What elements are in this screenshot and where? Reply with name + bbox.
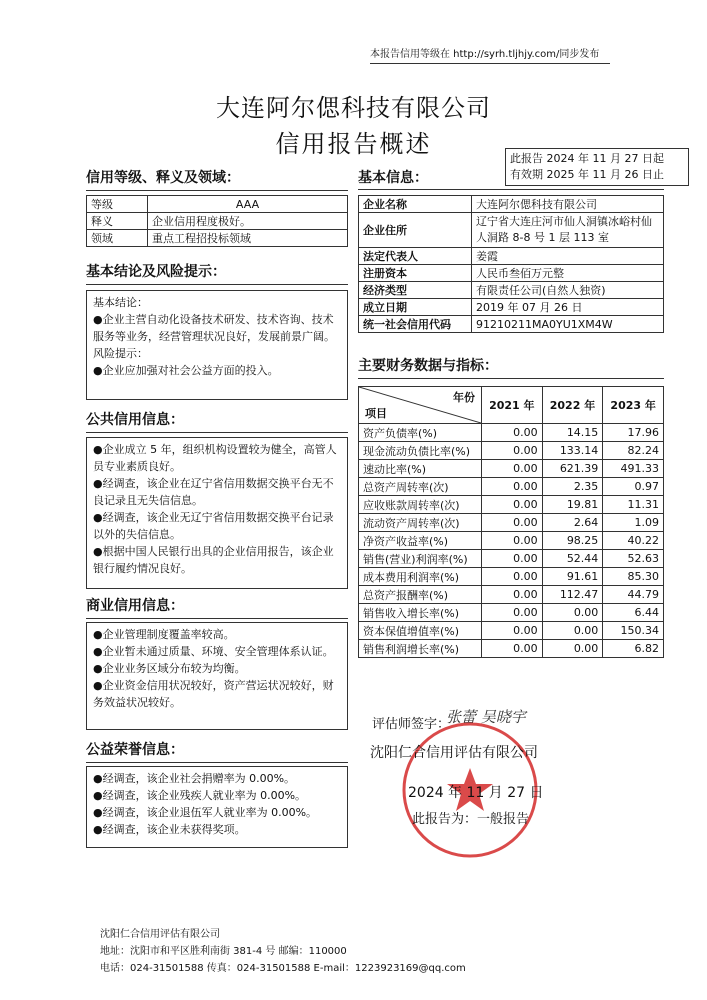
validity-start: 此报告 2024 年 11 月 27 日起 bbox=[510, 152, 664, 165]
section-financial: 主要财务数据与指标： bbox=[358, 356, 664, 379]
rating-label: 释义 bbox=[87, 213, 148, 230]
financial-value: 0.00 bbox=[482, 532, 543, 550]
basic-value: 辽宁省大连庄河市仙人洞镇冰峪村仙人洞路 8-8 号 1 层 113 室 bbox=[472, 213, 664, 248]
basic-value: 2019 年 07 月 26 日 bbox=[472, 299, 664, 316]
basic-label: 企业住所 bbox=[359, 213, 472, 248]
financial-value: 0.00 bbox=[482, 640, 543, 658]
agency-name: 沈阳仁合信用评估有限公司 bbox=[370, 745, 538, 761]
signature-label: 评估师签字： bbox=[372, 717, 451, 732]
year-header: 2023 年 bbox=[603, 387, 664, 424]
risk-label: 风险提示： bbox=[93, 347, 148, 360]
list-item: ●企业业务区域分布较为均衡。 bbox=[93, 662, 246, 675]
list-item: ●根据中国人民银行出具的企业信用报告，该企业银行履约情况良好。 bbox=[93, 545, 334, 575]
rating-row bbox=[87, 230, 348, 247]
report-title: 信用报告概述 bbox=[275, 130, 432, 158]
honor-box bbox=[86, 766, 348, 848]
footer-company: 沈阳仁合信用评估有限公司 bbox=[100, 929, 220, 940]
financial-item: 资产负债率(%) bbox=[359, 424, 482, 442]
table-row bbox=[359, 442, 664, 460]
signature-names: 张蕾 吴晓宇 bbox=[446, 708, 526, 726]
basic-row bbox=[359, 316, 664, 333]
report-date: 2024 年 11 月 27 日 bbox=[408, 785, 544, 801]
header-item-label: 项目 bbox=[365, 407, 387, 420]
basic-label: 注册资本 bbox=[359, 265, 472, 282]
list-item: ●经调查，该企业退伍军人就业率为 0.00%。 bbox=[93, 806, 318, 819]
list-item: ●企业资金信用状况较好，资产营运状况较好，财务效益状况较好。 bbox=[93, 679, 334, 709]
financial-value: 0.00 bbox=[482, 460, 543, 478]
rating-row bbox=[87, 196, 348, 213]
report-type: 此报告为：一般报告 bbox=[412, 812, 530, 827]
basic-value: 91210211MA0YU1XM4W bbox=[472, 316, 664, 333]
section-basic-info: 基本信息： bbox=[358, 170, 428, 186]
rating-value: AAA bbox=[148, 196, 348, 213]
financial-value: 1.09 bbox=[603, 514, 664, 532]
footer bbox=[100, 926, 466, 977]
financial-value: 621.39 bbox=[542, 460, 603, 478]
basic-value: 有限责任公司(自然人独资) bbox=[472, 282, 664, 299]
list-item: ●经调查，该企业在辽宁省信用数据交换平台无不良记录且无失信信息。 bbox=[93, 477, 334, 507]
financial-table bbox=[358, 386, 664, 658]
financial-item: 现金流动负债比率(%) bbox=[359, 442, 482, 460]
company-title: 大连阿尔偲科技有限公司 bbox=[216, 94, 491, 122]
financial-value: 2.35 bbox=[542, 478, 603, 496]
rating-label: 领域 bbox=[87, 230, 148, 247]
financial-item: 速动比率(%) bbox=[359, 460, 482, 478]
financial-item: 销售(营业)利润率(%) bbox=[359, 550, 482, 568]
rating-table bbox=[86, 195, 348, 247]
top-note: 本报告信用等级在 http://syrh.tljhjy.com/同步发布 bbox=[370, 48, 610, 64]
section-conclusion: 基本结论及风险提示： bbox=[86, 262, 348, 285]
financial-item: 销售收入增长率(%) bbox=[359, 604, 482, 622]
basic-label: 经济类型 bbox=[359, 282, 472, 299]
basic-row bbox=[359, 282, 664, 299]
header-corner bbox=[359, 387, 482, 424]
financial-value: 112.47 bbox=[542, 586, 603, 604]
financial-value: 0.00 bbox=[482, 496, 543, 514]
list-item: ●经调查，该企业社会捐赠率为 0.00%。 bbox=[93, 772, 296, 785]
basic-conclusion-text: ●企业主营自动化设备技术研发、技术咨询、技术服务等业务，经营管理状况良好，发展前景广阔。 bbox=[93, 313, 335, 343]
financial-value: 0.00 bbox=[482, 442, 543, 460]
financial-value: 52.63 bbox=[603, 550, 664, 568]
list-item: ●经调查，该企业无辽宁省信用数据交换平台记录以外的失信信息。 bbox=[93, 511, 334, 541]
year-header: 2021 年 bbox=[482, 387, 543, 424]
financial-value: 52.44 bbox=[542, 550, 603, 568]
financial-value: 82.24 bbox=[603, 442, 664, 460]
financial-item: 总资产报酬率(%) bbox=[359, 586, 482, 604]
public-credit-box bbox=[86, 437, 348, 589]
financial-value: 40.22 bbox=[603, 532, 664, 550]
financial-value: 0.97 bbox=[603, 478, 664, 496]
basic-label: 统一社会信用代码 bbox=[359, 316, 472, 333]
footer-address: 地址：沈阳市和平区胜利南街 381-4 号 邮编：110000 bbox=[100, 946, 347, 957]
financial-value: 0.00 bbox=[482, 550, 543, 568]
header-year-label: 年份 bbox=[453, 391, 475, 404]
conclusion-box bbox=[86, 290, 348, 400]
list-item: ●企业管理制度覆盖率较高。 bbox=[93, 628, 235, 641]
year-header: 2022 年 bbox=[542, 387, 603, 424]
section-business-credit: 商业信用信息： bbox=[86, 596, 348, 619]
financial-item: 流动资产周转率(次) bbox=[359, 514, 482, 532]
basic-conclusion-label: 基本结论： bbox=[93, 296, 148, 309]
financial-value: 0.00 bbox=[482, 478, 543, 496]
table-row bbox=[359, 496, 664, 514]
table-row bbox=[359, 514, 664, 532]
financial-value: 91.61 bbox=[542, 568, 603, 586]
risk-text: ●企业应加强对社会公益方面的投入。 bbox=[93, 364, 279, 377]
basic-info-table bbox=[358, 195, 664, 333]
financial-value: 44.79 bbox=[603, 586, 664, 604]
financial-value: 19.81 bbox=[542, 496, 603, 514]
list-item: ●经调查，该企业未获得奖项。 bbox=[93, 823, 246, 836]
financial-value: 98.25 bbox=[542, 532, 603, 550]
basic-value: 人民币叁佰万元整 bbox=[472, 265, 664, 282]
table-row bbox=[359, 424, 664, 442]
financial-item: 净资产收益率(%) bbox=[359, 532, 482, 550]
table-row bbox=[359, 478, 664, 496]
financial-value: 85.30 bbox=[603, 568, 664, 586]
basic-row bbox=[359, 196, 664, 213]
financial-value: 0.00 bbox=[482, 604, 543, 622]
basic-value: 大连阿尔偲科技有限公司 bbox=[472, 196, 664, 213]
basic-label: 法定代表人 bbox=[359, 248, 472, 265]
table-row bbox=[359, 460, 664, 478]
section-honor: 公益荣誉信息： bbox=[86, 740, 348, 763]
table-row bbox=[359, 550, 664, 568]
financial-item: 成本费用利润率(%) bbox=[359, 568, 482, 586]
table-row bbox=[359, 568, 664, 586]
financial-value: 2.64 bbox=[542, 514, 603, 532]
financial-header bbox=[359, 387, 664, 424]
table-row bbox=[359, 586, 664, 604]
financial-value: 0.00 bbox=[482, 424, 543, 442]
financial-value: 0.00 bbox=[482, 514, 543, 532]
financial-value: 0.00 bbox=[542, 640, 603, 658]
financial-value: 0.00 bbox=[482, 622, 543, 640]
financial-value: 6.82 bbox=[603, 640, 664, 658]
validity-box bbox=[505, 148, 689, 186]
financial-value: 0.00 bbox=[542, 622, 603, 640]
list-item: ●企业成立 5 年，组织机构设置较为健全，高管人员专业素质良好。 bbox=[93, 443, 337, 473]
financial-value: 0.00 bbox=[542, 604, 603, 622]
list-item: ●经调查，该企业残疾人就业率为 0.00%。 bbox=[93, 789, 307, 802]
financial-value: 14.15 bbox=[542, 424, 603, 442]
financial-value: 491.33 bbox=[603, 460, 664, 478]
list-item: ●企业暂未通过质量、环境、安全管理体系认证。 bbox=[93, 645, 334, 658]
financial-value: 0.00 bbox=[482, 586, 543, 604]
basic-row bbox=[359, 213, 664, 248]
section-rating: 信用等级、释义及领域： bbox=[86, 168, 348, 191]
rating-value: 重点工程招投标领域 bbox=[148, 230, 348, 247]
financial-value: 11.31 bbox=[603, 496, 664, 514]
financial-item: 应收账款周转率(次) bbox=[359, 496, 482, 514]
table-row bbox=[359, 532, 664, 550]
financial-value: 17.96 bbox=[603, 424, 664, 442]
financial-item: 资本保值增值率(%) bbox=[359, 622, 482, 640]
financial-value: 6.44 bbox=[603, 604, 664, 622]
basic-row bbox=[359, 248, 664, 265]
table-row bbox=[359, 604, 664, 622]
financial-value: 150.34 bbox=[603, 622, 664, 640]
basic-label: 企业名称 bbox=[359, 196, 472, 213]
financial-item: 总资产周转率(次) bbox=[359, 478, 482, 496]
table-row bbox=[359, 622, 664, 640]
financial-value: 133.14 bbox=[542, 442, 603, 460]
basic-value: 姜霞 bbox=[472, 248, 664, 265]
rating-row bbox=[87, 213, 348, 230]
rating-value: 企业信用程度极好。 bbox=[148, 213, 348, 230]
rating-label: 等级 bbox=[87, 196, 148, 213]
basic-row bbox=[359, 265, 664, 282]
financial-item: 销售利润增长率(%) bbox=[359, 640, 482, 658]
financial-value: 0.00 bbox=[482, 568, 543, 586]
table-row bbox=[359, 640, 664, 658]
section-public-credit: 公共信用信息： bbox=[86, 410, 348, 433]
basic-row bbox=[359, 299, 664, 316]
basic-label: 成立日期 bbox=[359, 299, 472, 316]
validity-end: 有效期 2025 年 11 月 26 日止 bbox=[510, 168, 664, 181]
business-credit-box bbox=[86, 622, 348, 730]
footer-contact: 电话：024-31501588 传真：024-31501588 E-mail：1223923169@qq.com bbox=[100, 963, 466, 974]
